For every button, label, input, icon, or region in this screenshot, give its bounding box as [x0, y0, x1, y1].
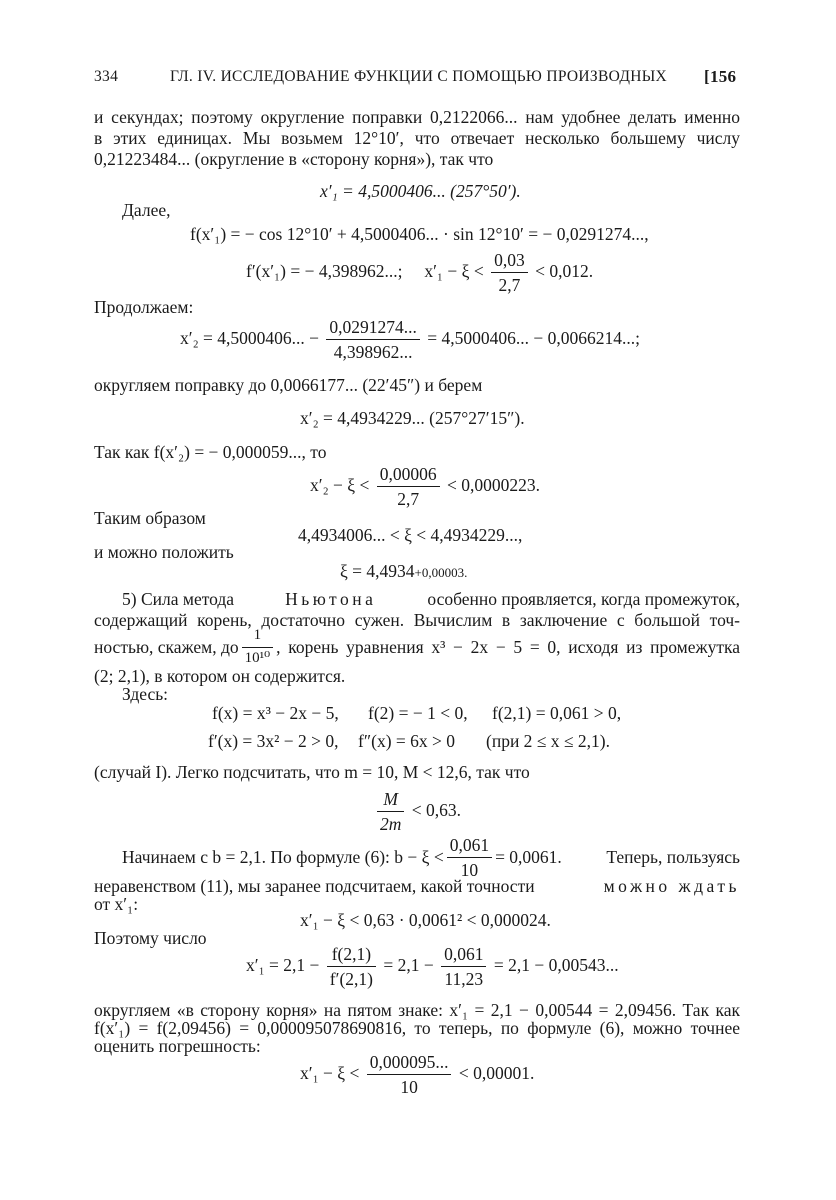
equation: f′(x) = 3x² − 2 > 0, [208, 731, 339, 751]
text-line: оценить погрешность: [94, 1036, 261, 1056]
text-line: 5) Сила метода Ньютона особенно проявляется, когда промежуток, [122, 589, 740, 609]
equation: f(x′₁) = − cos 12°10′ + 4,5000406... · sin 12°10′ = − 0,0291274..., [190, 224, 649, 244]
text-line: Так как f(x′₂) = − 0,000059..., то [94, 442, 327, 462]
equation: x′₂ = 4,4934229... (257°27′15″). [300, 408, 525, 428]
equation: 4,4934006... < ξ < 4,4934229..., [298, 525, 523, 545]
text-line: (2; 2,1), в котором он содержится. [94, 666, 346, 686]
text-line: Таким образом [94, 508, 206, 528]
fraction: $\frac{f(2,1)}{f'(2,1)}$ [327, 945, 376, 989]
text-line: в этих единицах. Мы возьмем 12°10′, что отвечает несколько большему числу [94, 128, 740, 148]
text-line: содержащий корень, достаточно сужен. Вычислим в заключение с большой точ- [94, 610, 740, 630]
text-line: и секундах; поэтому округление поправки 0,2122066... нам удобнее делать именно [94, 107, 740, 127]
text-line: Поэтому число [94, 928, 207, 948]
equation: $\frac{M}{2m}$ < 0,63. [374, 790, 461, 834]
text-line: ностью, скажем, до $\frac{1}{\text{10¹⁰}}$ , корень уравнения x³ − 2x − 5 = 0, исходя из промежутка [94, 627, 740, 666]
text-line: неравенством (11), мы заранее подсчитаем, какой точности можно ждать [94, 876, 740, 896]
fraction: $\frac{0,0291274...}{4,398962...}$ [326, 318, 420, 362]
chapter-title: ГЛ. IV. ИССЛЕДОВАНИЕ ФУНКЦИИ С ПОМОЩЬЮ ПРОИЗВОДНЫХ [170, 68, 668, 85]
equation: x′₁ − ξ < 0,63 · 0,0061² < 0,000024. [300, 910, 551, 930]
section-number: [156 [704, 67, 737, 86]
text-line: f(x′₁) = f(2,09456) = 0,000095078690816, то теперь, по формуле (6), можно точнее [94, 1018, 740, 1038]
spaced-emphasis: можно ждать [603, 876, 740, 896]
text-line: от x′₁: [94, 894, 139, 914]
fraction: $\frac{0,00006}{2,7}$ [377, 465, 440, 509]
equation: f′(x′₁) = − 4,398962...; x′₁ − ξ < $\frac{0,03}{2,7}$ < 0,012. [246, 250, 594, 296]
equation: x′₁ − ξ < $\frac{0,000095...}{10}$ < 0,00001. [300, 1052, 535, 1098]
fraction: $\frac{0,061}{11,23}$ [441, 945, 486, 989]
equation: x′₁ = 2,1 − $\frac{f(2,1)}{f'(2,1)}$ = 2,1 − $\frac{0,061}{11,23}$ = 2,1 − 0,00543... [246, 944, 619, 990]
equation: x′₂ = 4,5000406... − $\frac{0,0291274...}{4,398962...}$ = 4,5000406... − 0,0066214...; [180, 317, 641, 363]
fraction: $\frac{0,03}{2,7}$ [491, 251, 528, 295]
equation: f(2) = − 1 < 0, [368, 703, 468, 723]
page-number: 334 [94, 68, 119, 85]
fraction: $\frac{M}{2m}$ [377, 790, 404, 834]
equation: x′₁ = 4,5000406... (257°50′). [320, 181, 521, 201]
text-line: Продолжаем: [94, 297, 194, 317]
fraction: $\frac{0,061}{10}$ [447, 836, 492, 880]
equation: ξ = 4,4934+0,00003. [340, 561, 468, 581]
text-line: Начинаем с b = 2,1. По формуле (6): b − ξ < $\frac{0,061}{10}$ = 0,0061. Теперь, пользуясь [122, 835, 740, 881]
equation: f(x) = x³ − 2x − 5, [212, 703, 339, 723]
text-line: Здесь: [122, 684, 169, 704]
equation: x′₂ − ξ < $\frac{0,00006}{2,7}$ < 0,0000223. [310, 464, 540, 510]
fraction: $\frac{0,000095...}{10}$ [367, 1053, 452, 1097]
text-line: Далее, [122, 200, 171, 220]
equation: f(2,1) = 0,061 > 0, [492, 703, 622, 723]
text-line: 0,21223484... (округление в «сторону корня»), так что [94, 149, 494, 169]
text-line: и можно положить [94, 542, 234, 562]
name-spaced: Ньютона [285, 589, 377, 609]
text-line: (случай I). Легко подсчитать, что m = 10, M < 12,6, так что [94, 762, 530, 782]
equation: (при 2 ≤ x ≤ 2,1). [486, 731, 610, 751]
equation: f″(x) = 6x > 0 [358, 731, 456, 751]
text-line: округляем поправку до 0,0066177... (22′45″) и берем [94, 375, 483, 395]
text-line: округляем «в сторону корня» на пятом знаке: x′₁ = 2,1 − 0,00544 = 2,09456. Так как [94, 1000, 740, 1020]
fraction: $\frac{1}{\text{10¹⁰}}$ [242, 628, 274, 667]
